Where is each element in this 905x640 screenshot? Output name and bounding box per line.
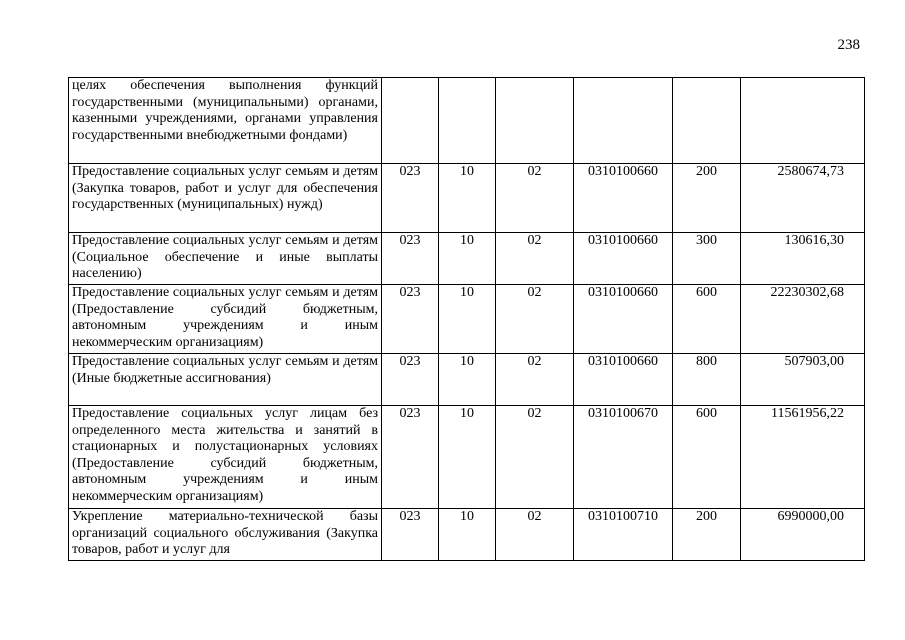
row-expense-type-code	[673, 78, 741, 164]
row-ministry-code: 023	[382, 406, 439, 509]
row-section-code: 10	[439, 164, 496, 233]
row-ministry-code: 023	[382, 285, 439, 354]
row-section-code	[439, 78, 496, 164]
row-amount: 2580674,73	[741, 164, 865, 233]
row-section-code: 10	[439, 354, 496, 406]
row-subsection-code: 02	[496, 509, 574, 561]
row-description: целях обеспечения выполнения функций государственными (муниципальными) органами, казенными учреждениями, органами управления государственными внебюджетными фондами)	[69, 78, 382, 164]
row-subsection-code: 02	[496, 406, 574, 509]
row-description: Предоставление социальных услуг семьям и детям (Закупка товаров, работ и услуг для обеспечения государственных (муниципальных) нужд)	[69, 164, 382, 233]
row-description: Укрепление материально-технической базы организаций социального обслуживания (Закупка товаров, работ и услуг для	[69, 509, 382, 561]
row-target-code: 0310100670	[574, 406, 673, 509]
row-target-code	[574, 78, 673, 164]
row-ministry-code: 023	[382, 509, 439, 561]
row-amount	[741, 78, 865, 164]
row-ministry-code: 023	[382, 354, 439, 406]
row-amount: 507903,00	[741, 354, 865, 406]
row-section-code: 10	[439, 406, 496, 509]
row-description: Предоставление социальных услуг семьям и детям (Социальное обеспечение и иные выплаты населению)	[69, 233, 382, 285]
row-target-code: 0310100710	[574, 509, 673, 561]
row-expense-type-code: 600	[673, 285, 741, 354]
table-row	[69, 354, 865, 406]
row-description: Предоставление социальных услуг семьям и детям (Иные бюджетные ассигнования)	[69, 354, 382, 406]
row-ministry-code: 023	[382, 164, 439, 233]
table-row	[69, 509, 865, 561]
row-target-code: 0310100660	[574, 233, 673, 285]
table-row	[69, 164, 865, 233]
row-ministry-code	[382, 78, 439, 164]
row-target-code: 0310100660	[574, 354, 673, 406]
row-expense-type-code: 800	[673, 354, 741, 406]
row-subsection-code: 02	[496, 233, 574, 285]
row-description: Предоставление социальных услуг семьям и детям (Предоставление субсидий бюджетным, автономным учреждениям и иным некоммерческим организациям)	[69, 285, 382, 354]
row-ministry-code: 023	[382, 233, 439, 285]
row-amount: 130616,30	[741, 233, 865, 285]
row-expense-type-code: 300	[673, 233, 741, 285]
budget-table	[68, 77, 865, 561]
row-target-code: 0310100660	[574, 164, 673, 233]
row-section-code: 10	[439, 233, 496, 285]
table-row	[69, 285, 865, 354]
row-description: Предоставление социальных услуг лицам без определенного места жительства и занятий в стационарных и полустационарных условиях (Предоставление субсидий бюджетным, автономным учреждениям и иным некоммерческим организациям)	[69, 406, 382, 509]
row-expense-type-code: 200	[673, 509, 741, 561]
row-amount: 6990000,00	[741, 509, 865, 561]
row-amount: 11561956,22	[741, 406, 865, 509]
row-target-code: 0310100660	[574, 285, 673, 354]
page-number: 238	[837, 37, 860, 53]
table-row	[69, 406, 865, 509]
row-subsection-code: 02	[496, 354, 574, 406]
table-row	[69, 78, 865, 164]
row-expense-type-code: 600	[673, 406, 741, 509]
row-section-code: 10	[439, 285, 496, 354]
row-subsection-code: 02	[496, 285, 574, 354]
row-subsection-code: 02	[496, 164, 574, 233]
row-expense-type-code: 200	[673, 164, 741, 233]
row-amount: 22230302,68	[741, 285, 865, 354]
table-row	[69, 233, 865, 285]
row-section-code: 10	[439, 509, 496, 561]
row-subsection-code	[496, 78, 574, 164]
